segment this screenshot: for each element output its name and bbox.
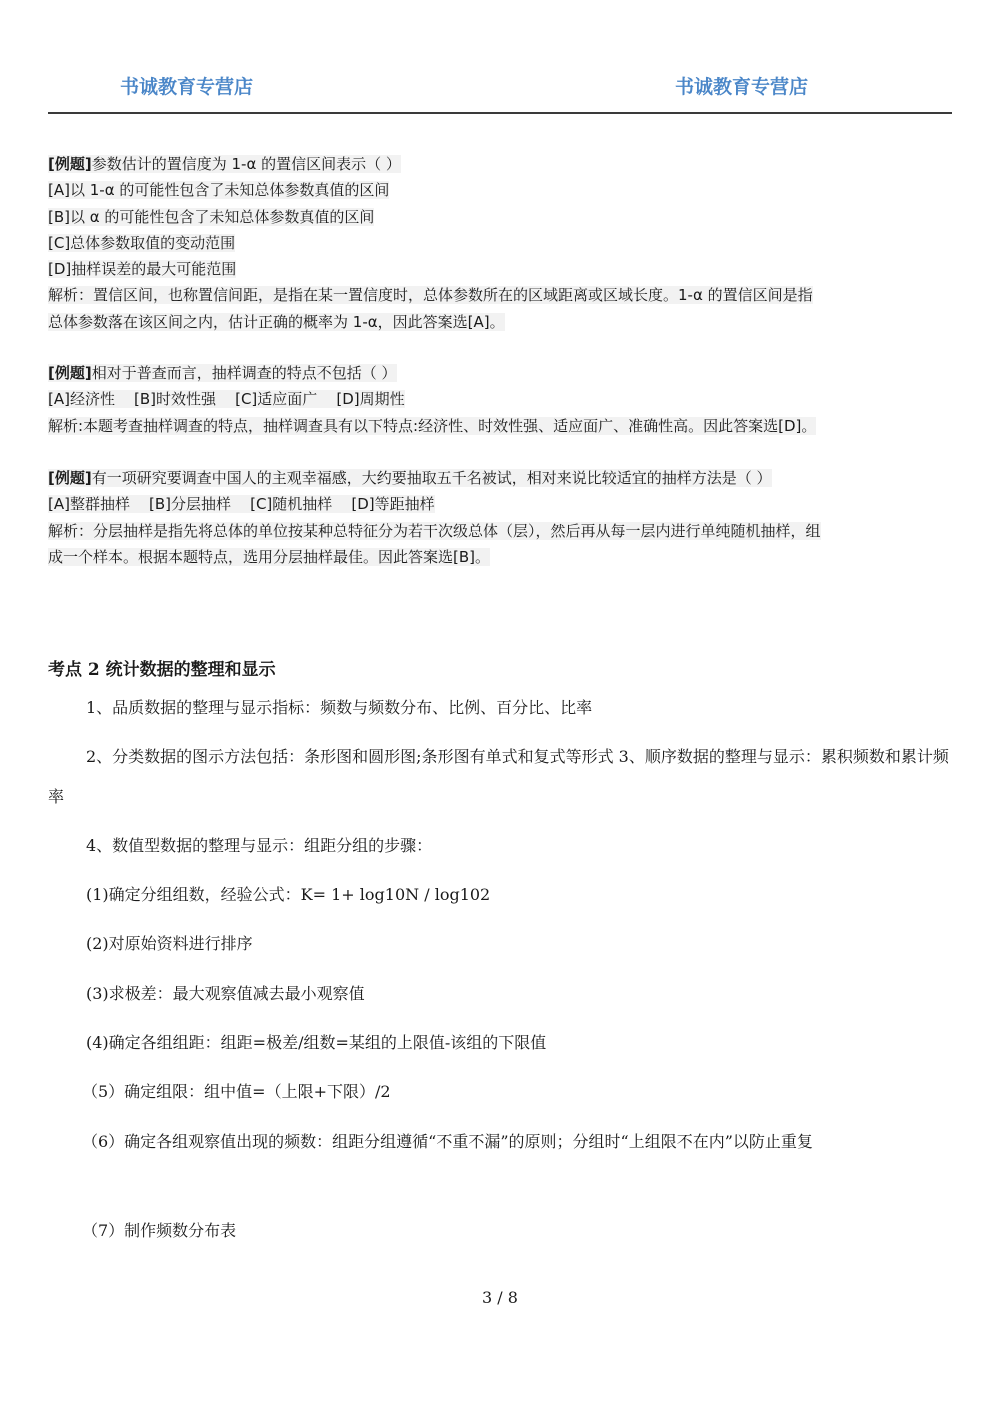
step-4: (4)确定各组组距：组距=极差/组数=某组的上限值-该组的下限值 <box>86 1033 547 1052</box>
header-divider <box>48 112 952 114</box>
example-1 <box>48 151 954 335</box>
step-3: (3)求极差：最大观察值减去最小观察值 <box>86 984 365 1003</box>
step-5: （5）确定组限：组中值=（上限+下限）/2 <box>82 1082 391 1101</box>
section-title: 考点 2 统计数据的整理和显示 <box>48 660 276 680</box>
example-1-question <box>48 151 954 177</box>
step-2: (2)对原始资料进行排序 <box>86 934 253 953</box>
section-point-1: 1、品质数据的整理与显示指标：频数与频数分布、比例、百分比、比率 <box>86 698 593 717</box>
example-1-option-d: [D]抽样误差的最大可能范围 <box>48 260 237 279</box>
example-1-option-a: [A]以 1-α 的可能性包含了未知总体参数真值的区间 <box>48 181 390 200</box>
section-point-2-3: 2、分类数据的图示方法包括：条形图和圆形图;条形图有单式和复式等形式 3、顺序数据的整理与显示：累积频数和累计频率 <box>48 747 949 806</box>
example-1-option-b: [B]以 α 的可能性包含了未知总体参数真值的区间 <box>48 207 375 226</box>
step-1: (1)确定分组组数，经验公式：K= 1+ log10N / log102 <box>86 885 491 904</box>
step-7: （7）制作频数分布表 <box>82 1221 237 1240</box>
example-3-analysis-line-1: 解析：分层抽样是指先将总体的单位按某种总特征分为若干次级总体（层），然后再从每一层内进行单纯随机抽样，组 <box>48 521 821 540</box>
example-3-options: [A]整群抽样 [B]分层抽样 [C]随机抽样 [D]等距抽样 <box>48 495 435 514</box>
example-tag: [例题] <box>48 469 92 487</box>
example-2 <box>48 360 954 439</box>
example-1-analysis-line-2: 总体参数落在该区间之内，估计正确的概率为 1-α，因此答案选[A]。 <box>48 312 505 331</box>
example-2-options: [A]经济性 [B]时效性强 [C]适应面广 [D]周期性 <box>48 390 405 409</box>
page-number: 3 / 8 <box>482 1288 518 1307</box>
example-tag: [例题] <box>48 364 92 382</box>
example-3-analysis-line-2: 成一个样本。根据本题特点，选用分层抽样最佳。因此答案选[B]。 <box>48 547 490 566</box>
example-2-question-text: 相对于普查而言，抽样调查的特点不包括（ ） <box>91 364 397 382</box>
example-2-analysis: 解析:本题考查抽样调查的特点，抽样调查具有以下特点:经济性、时效性强、适应面广、准确性高。因此答案选[D]。 <box>48 416 817 435</box>
section-point-4: 4、数值型数据的整理与显示：组距分组的步骤： <box>86 836 433 855</box>
header-shop-name-right: 书诚教育专营店 <box>675 76 809 98</box>
example-2-question <box>48 360 954 386</box>
example-3 <box>48 465 954 570</box>
header-shop-name-left: 书诚教育专营店 <box>120 76 254 98</box>
example-1-analysis-line-1: 解析：置信区间，也称置信间距，是指在某一置信度时，总体参数所在的区域距离或区域长度。1-α 的置信区间是指 <box>48 286 813 305</box>
example-3-question <box>48 465 954 491</box>
example-1-option-c: [C]总体参数取值的变动范围 <box>48 233 236 252</box>
example-3-question-text: 有一项研究要调查中国人的主观幸福感，大约要抽取五千名被试，相对来说比较适宜的抽样方法是（ ） <box>91 469 772 487</box>
example-1-question-text: 参数估计的置信度为 1-α 的置信区间表示（ ） <box>91 155 401 173</box>
step-6: （6）确定各组观察值出现的频数：组距分组遵循“不重不漏”的原则；分组时“上组限不在内”以防止重复 <box>82 1132 813 1151</box>
example-tag: [例题] <box>48 155 92 173</box>
